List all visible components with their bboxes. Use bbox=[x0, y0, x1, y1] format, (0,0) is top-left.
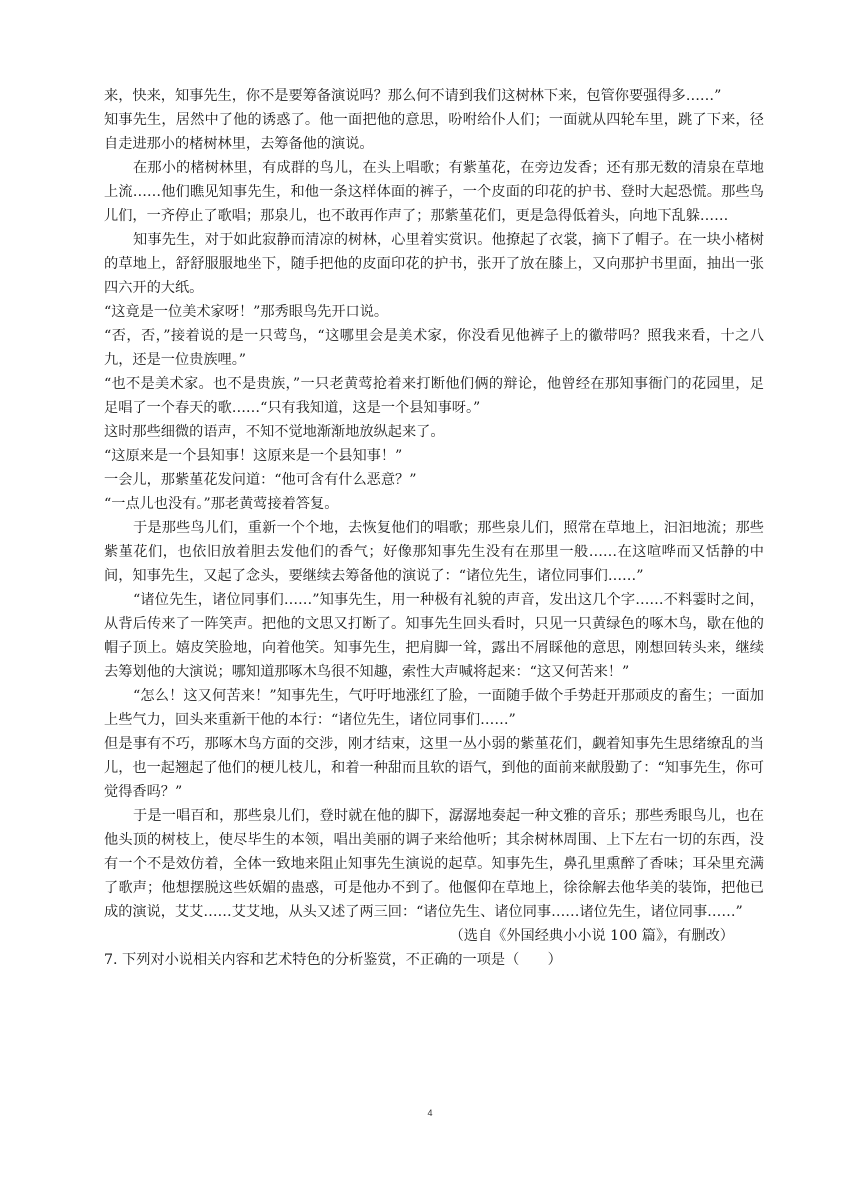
paragraph: “诸位先生，诸位同事们……”知事先生，用一种极有礼貌的声音，发出这几个字……不料霎时之间，从背后传来了一阵笑声。把他的文思又打断了。知事先生回头看时，只见一只黄绿色的啄木鸟，歇在他的帽子顶上。嬉皮笑脸地，向着他笑。知事先生，把肩脚一耸，露出不屑睬他的意思，刚想回转头来，继续去筹划他的大演说；哪知道那啄木鸟很不知趣，索性大声喊将起来：“这又何苦来！” bbox=[104, 592, 764, 680]
paragraph: 一会儿，那紫堇花发问道：“他可含有什么恶意？” bbox=[104, 472, 417, 488]
paragraph: “这原来是一个县知事！这原来是一个县知事！” bbox=[104, 448, 403, 464]
source-citation: （选自《外国经典小小说 100 篇》，有删改） bbox=[449, 928, 734, 944]
paragraph: 这时那些细微的语声，不知不觉地渐渐地放纵起来了。 bbox=[104, 424, 445, 440]
story-text bbox=[104, 84, 764, 924]
paragraph: “一点儿也没有。”那老黄莺接着答复。 bbox=[104, 496, 339, 512]
paragraph: 来，快来，知事先生，你不是要筹备演说吗？那么何不请到我们这树林下来，包管你要强得多……” bbox=[104, 88, 722, 104]
paragraph: “这竟是一位美术家呀！”那秀眼鸟先开口说。 bbox=[104, 304, 389, 320]
question-7: 7. 下列对小说相关内容和艺术特色的分析鉴赏，不正确的一项是（ ） bbox=[104, 952, 562, 968]
paragraph: “否，否，”接着说的是一只莺鸟，“这哪里会是美术家，你没看见他裤子上的徽带吗？照我来看，十之八九，还是一位贵族哩。” bbox=[104, 328, 764, 368]
paragraph: 于是一唱百和，那些泉儿们，登时就在他的脚下，潺潺地奏起一种文雅的音乐；那些秀眼鸟儿，也在他头顶的树枝上，使尽毕生的本领，唱出美丽的调子来给他听；其余树林周围、上下左右一切的东西，没有一个不是效仿着，全体一致地来阻止知事先生演说的起草。知事先生，鼻孔里熏醉了香味；耳朵里充满了歌声；他想摆脱这些妖媚的蛊惑，可是他办不到了。他偃仰在草地上，徐徐解去他华美的装饰，把他已成的演说，艾艾……艾艾地，从头又述了两三回：“诸位先生、诸位同事……诸位先生，诸位同事……” bbox=[104, 808, 764, 920]
paragraph: 在那小的楮树林里，有成群的鸟儿，在头上唱歌；有紫堇花，在旁边发香；还有那无数的清泉在草地上流……他们瞧见知事先生，和他一条这样体面的裤子，一个皮面的印花的护书、登时大起恐慌。那些鸟儿们，一齐停止了歌唱；那泉儿，也不敢再作声了；那紫堇花们，更是急得低着头，向地下乱躲…… bbox=[104, 160, 764, 224]
paragraph: “也不是美术家。也不是贵族，”一只老黄莺抢着来打断他们俩的辩论，他曾经在那知事衙门的花园里，足足唱了一个春天的歌……“只有我知道，这是一个县知事呀。” bbox=[104, 376, 764, 416]
paragraph: 知事先生，对于如此寂静而清凉的树林，心里着实赏识。他撩起了衣裳，摘下了帽子。在一块小楮树的草地上，舒舒服服地坐下，随手把他的皮面印花的护书，张开了放在膝上，又向那护书里面，抽出一张四六开的大纸。 bbox=[104, 232, 764, 296]
document-body bbox=[104, 84, 764, 972]
paragraph: 但是事有不巧，那啄木鸟方面的交涉，刚才结束，这里一丛小弱的紫堇花们，觑着知事先生思绪缭乱的当儿，也一起翘起了他们的梗儿枝儿，和着一种甜而且软的语气，到他的面前来献殷勤了：“知事先生，你可觉得香吗？” bbox=[104, 736, 764, 800]
paragraph: “怎么！这又何苦来！”知事先生，气吁吁地涨红了脸，一面随手做个手势赶开那顽皮的畜生；一面加上些气力，回头来重新干他的本行：“诸位先生，诸位同事们……” bbox=[104, 688, 764, 728]
paragraph: 于是那些鸟儿们，重新一个个地，去恢复他们的唱歌；那些泉儿们，照常在草地上，汩汩地流；那些紫堇花们，也依旧放着胆去发他们的香气；好像那知事先生没有在那里一般……在这喧哗而又恬静的中间，知事先生，又起了念头，要继续去筹备他的演说了：“诸位先生，诸位同事们……” bbox=[104, 520, 764, 584]
page-number: 4 bbox=[427, 1108, 433, 1118]
paragraph: 知事先生，居然中了他的诱惑了。他一面把他的意思，吩咐给仆人们；一面就从四轮车里，跳了下来，径自走进那小的楮树林里，去筹备他的演说。 bbox=[104, 112, 764, 152]
